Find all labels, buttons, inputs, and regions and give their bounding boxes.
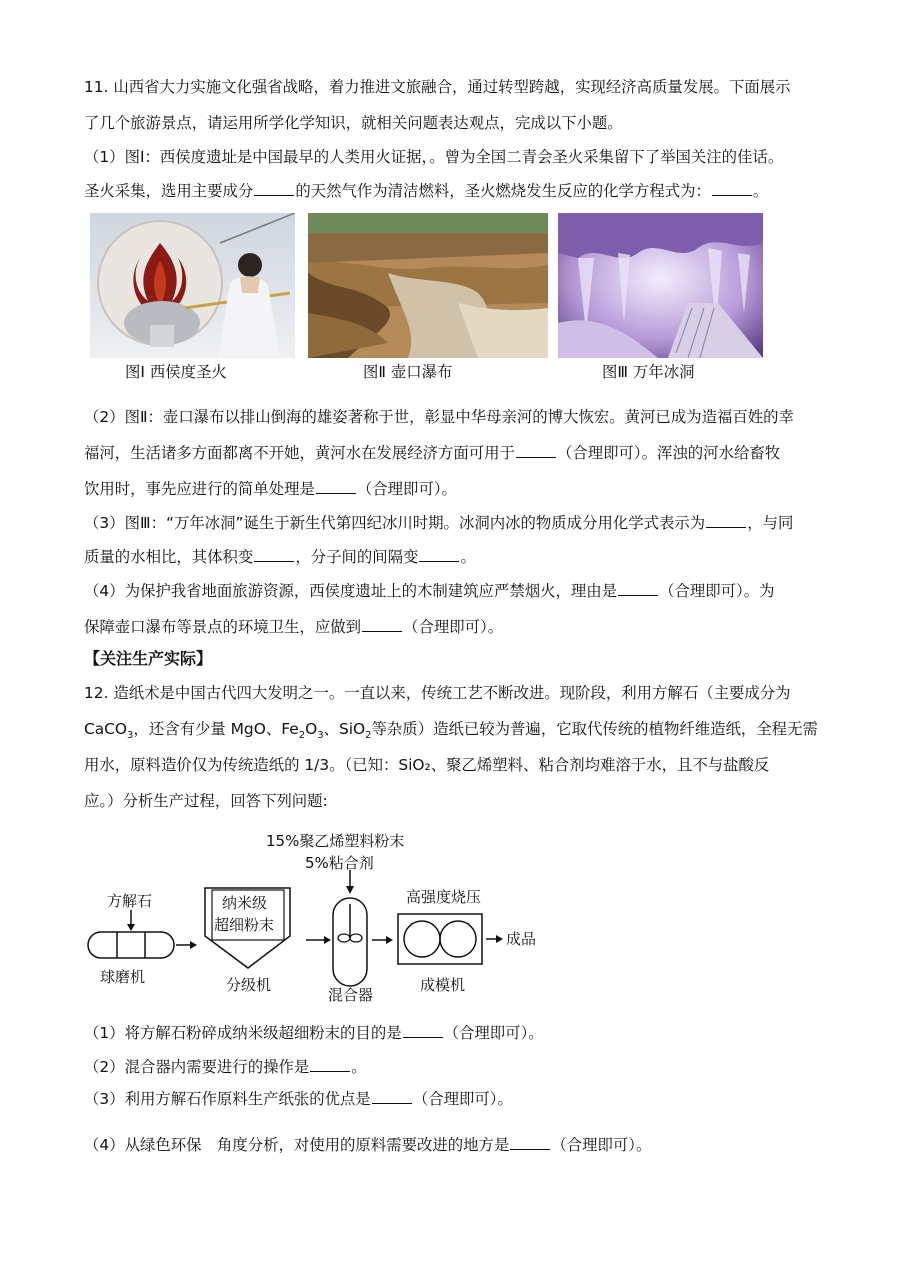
q11-part3-line1: （3）图Ⅲ：“万年冰洞”诞生于新生代第四纪冰川时期。冰洞内冰的物质成分用化学式表示为 ，与同	[84, 514, 794, 532]
additive-polyethylene-label: 15%聚乙烯塑料粉末	[266, 832, 405, 850]
answer-blank	[254, 547, 294, 562]
ballmill-shape	[88, 932, 174, 958]
q12-line4: 应。）分析生产过程，回答下列问题:	[84, 792, 328, 810]
q12-line1: 12. 造纸术是中国古代四大发明之一。一直以来，传统工艺不断改进。现阶段，利用方解石（主要成分为	[84, 684, 791, 702]
q11-part4-line2: 保障壶口瀑布等景点的环境卫生，应做到 （合理即可）。	[84, 618, 504, 636]
process-flow-diagram	[80, 826, 560, 1004]
answer-blank	[372, 1089, 412, 1104]
powder-label-line2: 超细粉末	[214, 916, 275, 934]
answer-blank	[254, 181, 294, 196]
q11-part2-line1: （2）图Ⅱ：壶口瀑布以排山倒海的雄姿著称于世，彰显中华母亲河的博大恢宏。黄河已成为造福百姓的幸	[84, 408, 794, 426]
answer-blank	[419, 547, 459, 562]
powder-label-line1: 纳米级	[222, 894, 268, 912]
raw-material-label: 方解石	[107, 892, 153, 910]
answer-blank	[618, 581, 658, 596]
q11-intro-line1: 11. 山西省大力实施文化强省战略，着力推进文旅融合，通过转型跨越，实现经济高质量发展。下面展示	[84, 78, 791, 96]
mixer-label: 混合器	[328, 986, 374, 1004]
q11-part1-line2: 圣火采集，选用主要成分 的天然气作为清洁燃料，圣火燃烧发生反应的化学方程式为： 。	[84, 182, 769, 200]
q12-line2: CaCO$_3$，还含有少量 MgO、$Fe_2O_3$、SiO$_2$等杂质）造纸已较为普遍，它取代传统的植物纤维造纸，全程无需	[84, 720, 818, 742]
product-label: 成品	[506, 930, 537, 948]
q11-intro-line2: 了几个旅游景点，请运用所学化学知识，就相关问题表达观点，完成以下小题。	[84, 114, 623, 132]
answer-blank	[712, 181, 752, 196]
answer-blank	[310, 1057, 350, 1072]
q11-part4-line1: （4）为保护我省地面旅游资源，西侯度遗址上的木制建筑应严禁烟火，理由是 （合理即可）。为	[84, 582, 775, 600]
caption-fig1: 图Ⅰ 西侯度圣火	[125, 363, 227, 381]
q11-part2-line2: 福河，生活诸多方面都离不开她，黄河水在发展经济方面可用于 （合理即可）。浑浊的河水给畜牧	[84, 444, 781, 462]
section-heading: 【关注生产实际】	[84, 649, 213, 668]
answer-blank	[362, 617, 402, 632]
caption-fig2: 图Ⅱ 壶口瀑布	[363, 363, 453, 381]
photo-ice-cave	[558, 213, 763, 358]
q12-sub1: （1）将方解石粉碎成纳米级超细粉末的目的是 （合理即可）。	[84, 1024, 544, 1042]
answer-blank	[510, 1135, 550, 1150]
classifier-label: 分级机	[226, 976, 272, 994]
q11-part3-line2: 质量的水相比，其体积变 ，分子间的间隔变 。	[84, 548, 476, 566]
q11-part2-line3: 饮用时，事先应进行的简单处理是 （合理即可）。	[84, 480, 457, 498]
molder-label: 成模机	[420, 976, 466, 994]
answer-blank	[316, 479, 356, 494]
press-label: 高强度烧压	[406, 888, 482, 906]
answer-blank	[403, 1023, 443, 1038]
additive-binder-label: 5%粘合剂	[305, 854, 374, 872]
ballmill-label: 球磨机	[100, 968, 146, 986]
q11-part1-line1: （1）图Ⅰ：西侯度遗址是中国最早的人类用火证据，。曾为全国二青会圣火采集留下了举国关注的佳话。	[84, 148, 784, 166]
answer-blank	[516, 443, 556, 458]
caption-fig3: 图Ⅲ 万年冰洞	[602, 363, 695, 381]
photo-xihoudu-torch	[90, 213, 295, 358]
answer-blank	[706, 513, 746, 528]
q12-sub3: （3）利用方解石作原料生产纸张的优点是 （合理即可）。	[84, 1090, 513, 1108]
q12-sub4: （4）从绿色环保 角度分析，对使用的原料需要改进的地方是 （合理即可）。	[84, 1136, 652, 1154]
q12-line3: 用水，原料造价仅为传统造纸的 1/3。（已知：SiO₂、聚乙烯塑料、粘合剂均难溶于水，且不与盐酸反	[84, 756, 770, 774]
q12-sub2: （2）混合器内需要进行的操作是 。	[84, 1058, 367, 1076]
photo-hukou-waterfall	[308, 213, 548, 358]
